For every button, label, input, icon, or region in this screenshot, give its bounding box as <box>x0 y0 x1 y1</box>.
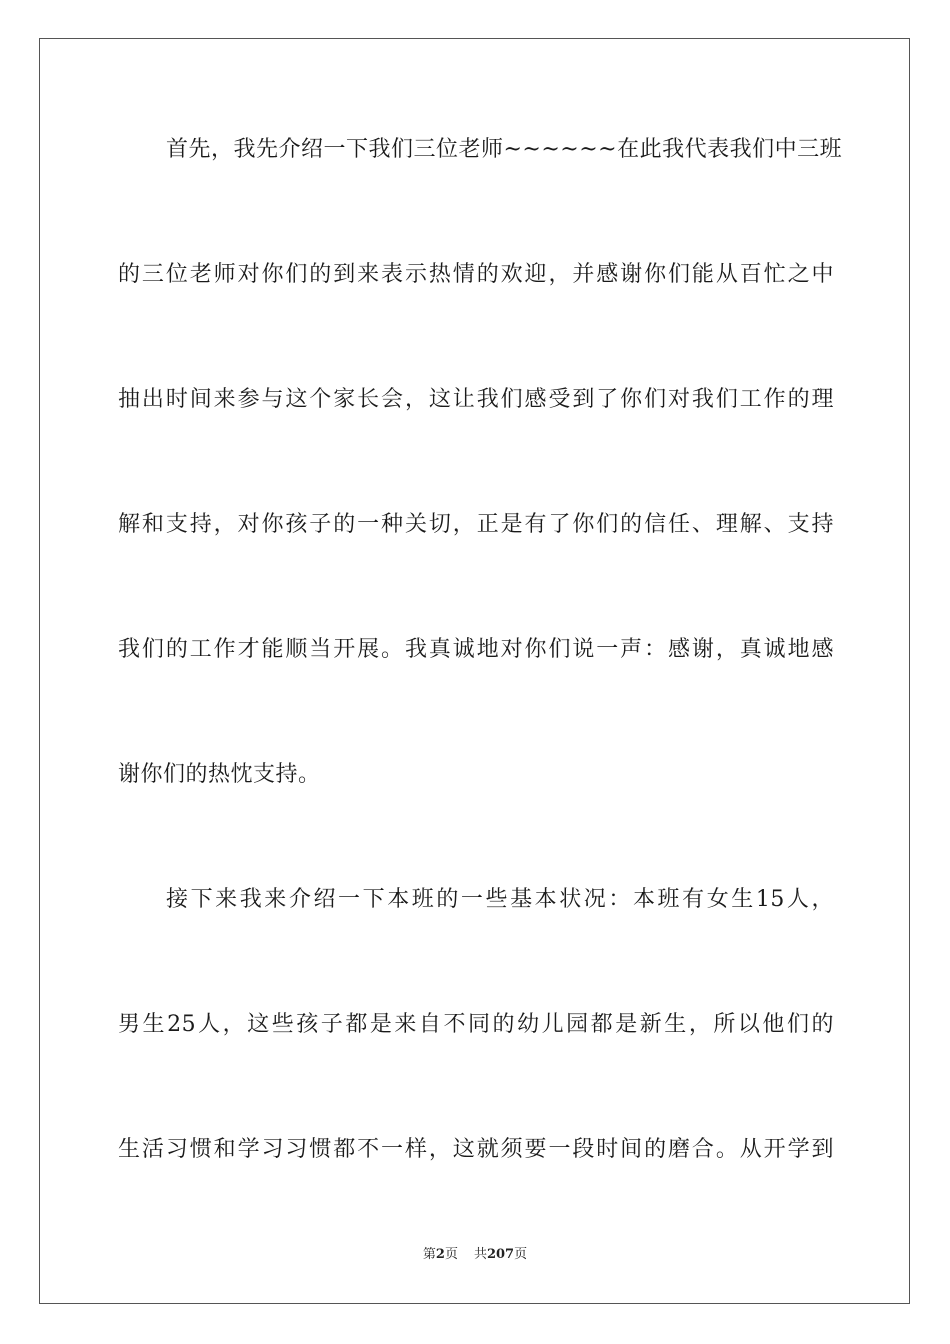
text-line: 首先，我先介绍一下我们三位老师~~~~~~在此我代表我们中三班 <box>166 137 843 162</box>
page-number: 2 <box>435 1247 445 1262</box>
text-line: 接下来我来介绍一下本班的一些基本状况：本班有女生15人， <box>166 887 834 912</box>
page-border <box>39 38 910 1304</box>
text-line: 的三位老师对你们的到来表示热情的欢迎，并感谢你们能从百忙之中 <box>118 262 834 287</box>
total-pages: 207 <box>486 1247 515 1262</box>
text-line: 抽出时间来参与这个家长会，这让我们感受到了你们对我们工作的理 <box>118 387 834 412</box>
text-line: 生活习惯和学习习惯都不一样，这就须要一段时间的磨合。从开学到 <box>118 1137 834 1162</box>
total-prefix: 共 <box>473 1247 487 1262</box>
text-line: 解和支持，对你孩子的一种关切，正是有了你们的信任、理解、支持 <box>118 512 834 537</box>
page-footer <box>0 1246 950 1264</box>
text-line: 男生25人，这些孩子都是来自不同的幼儿园都是新生，所以他们的 <box>118 1012 834 1037</box>
text-line: 我们的工作才能顺当开展。我真诚地对你们说一声：感谢，真诚地感 <box>118 637 834 662</box>
text-line: 谢你们的热忱支持。 <box>118 762 321 787</box>
page-prefix: 第 <box>422 1247 436 1262</box>
page-suffix: 页 <box>444 1247 458 1262</box>
total-suffix: 页 <box>514 1247 528 1262</box>
